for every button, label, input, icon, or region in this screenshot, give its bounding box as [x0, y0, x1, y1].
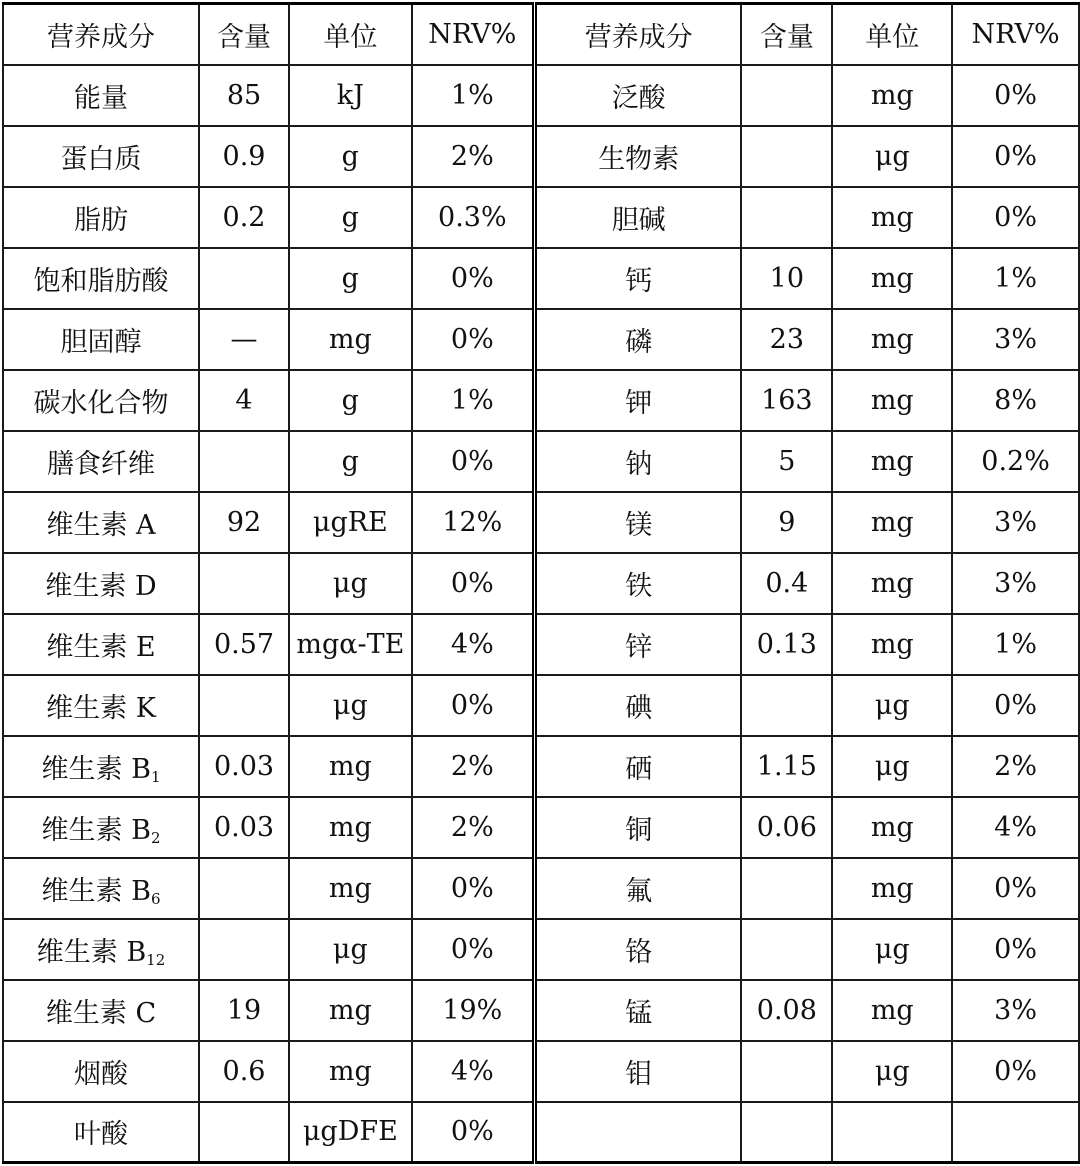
nutrient-name-right: 铁 [535, 553, 742, 614]
nutrient-name-left [3, 431, 199, 492]
nutrient-name-right: 氟 [535, 858, 742, 919]
table-row [3, 309, 1079, 370]
unit-left: μg [289, 675, 412, 736]
unit-left: g [289, 370, 412, 431]
amount-left: 92 [199, 492, 289, 553]
unit-right: mg [832, 858, 952, 919]
amount-left: 0.03 [199, 736, 289, 797]
header-nutrient-right: 营养成分 [535, 4, 742, 65]
nrv-right: 0% [952, 858, 1079, 919]
amount-right [741, 65, 832, 126]
header-unit-left: 单位 [289, 4, 412, 65]
nrv-left: 0% [412, 919, 535, 980]
amount-left: 4 [199, 370, 289, 431]
nutrient-name-text: 脂肪 [74, 204, 128, 236]
unit-right: μg [832, 675, 952, 736]
nutrient-name-text: 维生素 E [46, 631, 156, 663]
nutrient-name-left [3, 1102, 199, 1163]
amount-left [199, 675, 289, 736]
amount-right: 0.13 [741, 614, 832, 675]
nrv-left: 4% [412, 1041, 535, 1102]
nrv-right: 1% [952, 614, 1079, 675]
nutrient-subscript: 2 [150, 828, 161, 847]
table-row [3, 248, 1079, 309]
amount-right: 10 [741, 248, 832, 309]
nutrient-name-text: 碳水化合物 [33, 387, 169, 419]
nrv-left: 2% [412, 797, 535, 858]
nutrient-name-left [3, 126, 199, 187]
unit-right: μg [832, 126, 952, 187]
nutrient-name-text: 膳食纤维 [47, 448, 155, 480]
table-row [3, 553, 1079, 614]
nrv-left: 0% [412, 431, 535, 492]
table-body [3, 65, 1079, 1163]
nutrient-name-right [535, 1102, 742, 1163]
nutrient-name-right: 钠 [535, 431, 742, 492]
nutrient-name-right: 铜 [535, 797, 742, 858]
amount-right: 0.06 [741, 797, 832, 858]
nutrient-subscript: 12 [146, 950, 166, 969]
amount-right [741, 1102, 832, 1163]
nutrient-name-text: 叶酸 [74, 1119, 128, 1151]
unit-left: μg [289, 553, 412, 614]
table-row [3, 431, 1079, 492]
unit-right [832, 1102, 952, 1163]
unit-left: μg [289, 919, 412, 980]
nutrient-name-left [3, 858, 199, 919]
nutrient-name-right: 泛酸 [535, 65, 742, 126]
unit-right: mg [832, 187, 952, 248]
amount-right: 9 [741, 492, 832, 553]
unit-left: mg [289, 858, 412, 919]
nrv-right: 1% [952, 248, 1079, 309]
unit-left: μgDFE [289, 1102, 412, 1163]
nrv-right: 0% [952, 675, 1079, 736]
nutrient-name-left [3, 797, 199, 858]
nrv-right: 3% [952, 492, 1079, 553]
table-row [3, 492, 1079, 553]
unit-left: g [289, 187, 412, 248]
header-amount-left: 含量 [199, 4, 289, 65]
nrv-left: 0% [412, 858, 535, 919]
nutrient-name-right: 铬 [535, 919, 742, 980]
amount-right: 0.4 [741, 553, 832, 614]
amount-left [199, 919, 289, 980]
amount-left: — [199, 309, 289, 370]
nrv-left: 1% [412, 370, 535, 431]
nutrient-name-text: 饱和脂肪酸 [33, 265, 169, 297]
nrv-left: 0% [412, 553, 535, 614]
amount-left: 85 [199, 65, 289, 126]
table-row [3, 797, 1079, 858]
unit-right: μg [832, 736, 952, 797]
unit-right: μg [832, 919, 952, 980]
nutrient-name-left [3, 309, 199, 370]
header-amount-right: 含量 [741, 4, 832, 65]
table-row [3, 1102, 1079, 1163]
nutrient-name-right: 胆碱 [535, 187, 742, 248]
nrv-left: 4% [412, 614, 535, 675]
nrv-left: 1% [412, 65, 535, 126]
unit-left: mg [289, 980, 412, 1041]
unit-left: mgα-TE [289, 614, 412, 675]
nrv-right [952, 1102, 1079, 1163]
nutrient-name-right: 生物素 [535, 126, 742, 187]
amount-right: 5 [741, 431, 832, 492]
amount-right: 163 [741, 370, 832, 431]
nutrient-name-left [3, 919, 199, 980]
nrv-right: 8% [952, 370, 1079, 431]
nutrient-name-right: 钼 [535, 1041, 742, 1102]
nutrient-name-right: 镁 [535, 492, 742, 553]
header-row [3, 4, 1079, 65]
amount-left [199, 248, 289, 309]
nrv-right: 0% [952, 126, 1079, 187]
nutrient-name-text: 维生素 K [46, 692, 156, 724]
nutrient-name-left [3, 248, 199, 309]
table-row [3, 736, 1079, 797]
nutrient-name-left [3, 492, 199, 553]
nrv-left: 2% [412, 126, 535, 187]
table-row [3, 126, 1079, 187]
table-row [3, 919, 1079, 980]
table-row [3, 187, 1079, 248]
nutrient-name-text: 蛋白质 [60, 143, 142, 175]
nutrient-name-text: 维生素 D [45, 570, 157, 602]
amount-right: 23 [741, 309, 832, 370]
unit-right: mg [832, 492, 952, 553]
amount-right [741, 858, 832, 919]
table-row [3, 1041, 1079, 1102]
amount-left: 19 [199, 980, 289, 1041]
unit-left: kJ [289, 65, 412, 126]
nutrient-name-right: 碘 [535, 675, 742, 736]
nrv-right: 0% [952, 187, 1079, 248]
nrv-left: 0.3% [412, 187, 535, 248]
nrv-left: 0% [412, 309, 535, 370]
nutrient-name-left [3, 980, 199, 1041]
table-row [3, 370, 1079, 431]
nrv-right: 0% [952, 919, 1079, 980]
table-row [3, 614, 1079, 675]
nutrient-name-left [3, 553, 199, 614]
header-nutrient-left: 营养成分 [3, 4, 199, 65]
amount-left: 0.57 [199, 614, 289, 675]
unit-right: mg [832, 248, 952, 309]
amount-left [199, 858, 289, 919]
table-row [3, 858, 1079, 919]
nutrient-name-text: 烟酸 [74, 1058, 128, 1090]
nutrient-name-text: 维生素 A [46, 509, 156, 541]
nutrient-name-right: 钾 [535, 370, 742, 431]
amount-right [741, 675, 832, 736]
nrv-left: 0% [412, 248, 535, 309]
header-unit-right: 单位 [832, 4, 952, 65]
amount-left [199, 431, 289, 492]
nutrient-name-left [3, 65, 199, 126]
unit-left: mg [289, 736, 412, 797]
nutrient-name-text: 能量 [74, 82, 128, 114]
nrv-left: 0% [412, 675, 535, 736]
nutrient-name-text: 胆固醇 [60, 326, 142, 358]
amount-left [199, 553, 289, 614]
amount-left: 0.9 [199, 126, 289, 187]
unit-left: mg [289, 309, 412, 370]
amount-right [741, 126, 832, 187]
nutrient-name-text: 维生素 C [45, 997, 157, 1029]
unit-left: μgRE [289, 492, 412, 553]
nrv-left: 0% [412, 1102, 535, 1163]
unit-right: mg [832, 797, 952, 858]
nutrient-name-left [3, 187, 199, 248]
nrv-right: 0.2% [952, 431, 1079, 492]
nutrient-name-right: 锌 [535, 614, 742, 675]
nutrient-name-text: 维生素 B [41, 814, 151, 846]
nutrient-name-left [3, 614, 199, 675]
nrv-left: 19% [412, 980, 535, 1041]
amount-left [199, 1102, 289, 1163]
amount-left: 0.03 [199, 797, 289, 858]
unit-right: mg [832, 431, 952, 492]
unit-right: mg [832, 614, 952, 675]
nutrient-subscript: 1 [150, 767, 161, 786]
nrv-left: 12% [412, 492, 535, 553]
nrv-right: 0% [952, 1041, 1079, 1102]
nrv-right: 3% [952, 309, 1079, 370]
unit-right: mg [832, 370, 952, 431]
unit-left: g [289, 126, 412, 187]
amount-right: 0.08 [741, 980, 832, 1041]
nrv-left: 2% [412, 736, 535, 797]
table-row [3, 980, 1079, 1041]
unit-left: mg [289, 1041, 412, 1102]
unit-right: μg [832, 1041, 952, 1102]
amount-right [741, 919, 832, 980]
header-nrv-right: NRV% [952, 4, 1079, 65]
nutrient-name-text: 维生素 B [41, 753, 151, 785]
nutrient-name-left [3, 675, 199, 736]
nutrient-name-right: 磷 [535, 309, 742, 370]
nutrient-name-text: 维生素 B [36, 936, 147, 968]
unit-right: mg [832, 309, 952, 370]
amount-left: 0.2 [199, 187, 289, 248]
nutrient-subscript: 6 [150, 889, 161, 908]
amount-right: 1.15 [741, 736, 832, 797]
nutrient-name-left [3, 370, 199, 431]
nrv-right: 4% [952, 797, 1079, 858]
nutrient-name-text: 维生素 B [41, 875, 151, 907]
nutrient-name-right: 钙 [535, 248, 742, 309]
unit-left: g [289, 248, 412, 309]
nutrient-name-left [3, 736, 199, 797]
table-row [3, 65, 1079, 126]
table-row [3, 675, 1079, 736]
unit-right: mg [832, 65, 952, 126]
amount-right [741, 187, 832, 248]
unit-right: mg [832, 553, 952, 614]
unit-left: mg [289, 797, 412, 858]
unit-right: mg [832, 980, 952, 1041]
nutrition-table [2, 2, 1080, 1164]
nutrient-name-right: 硒 [535, 736, 742, 797]
header-nrv-left: NRV% [412, 4, 535, 65]
nrv-right: 3% [952, 553, 1079, 614]
amount-right [741, 1041, 832, 1102]
amount-left: 0.6 [199, 1041, 289, 1102]
unit-left: g [289, 431, 412, 492]
nutrient-name-right: 锰 [535, 980, 742, 1041]
nrv-right: 0% [952, 65, 1079, 126]
nrv-right: 3% [952, 980, 1079, 1041]
nrv-right: 2% [952, 736, 1079, 797]
nutrient-name-left [3, 1041, 199, 1102]
